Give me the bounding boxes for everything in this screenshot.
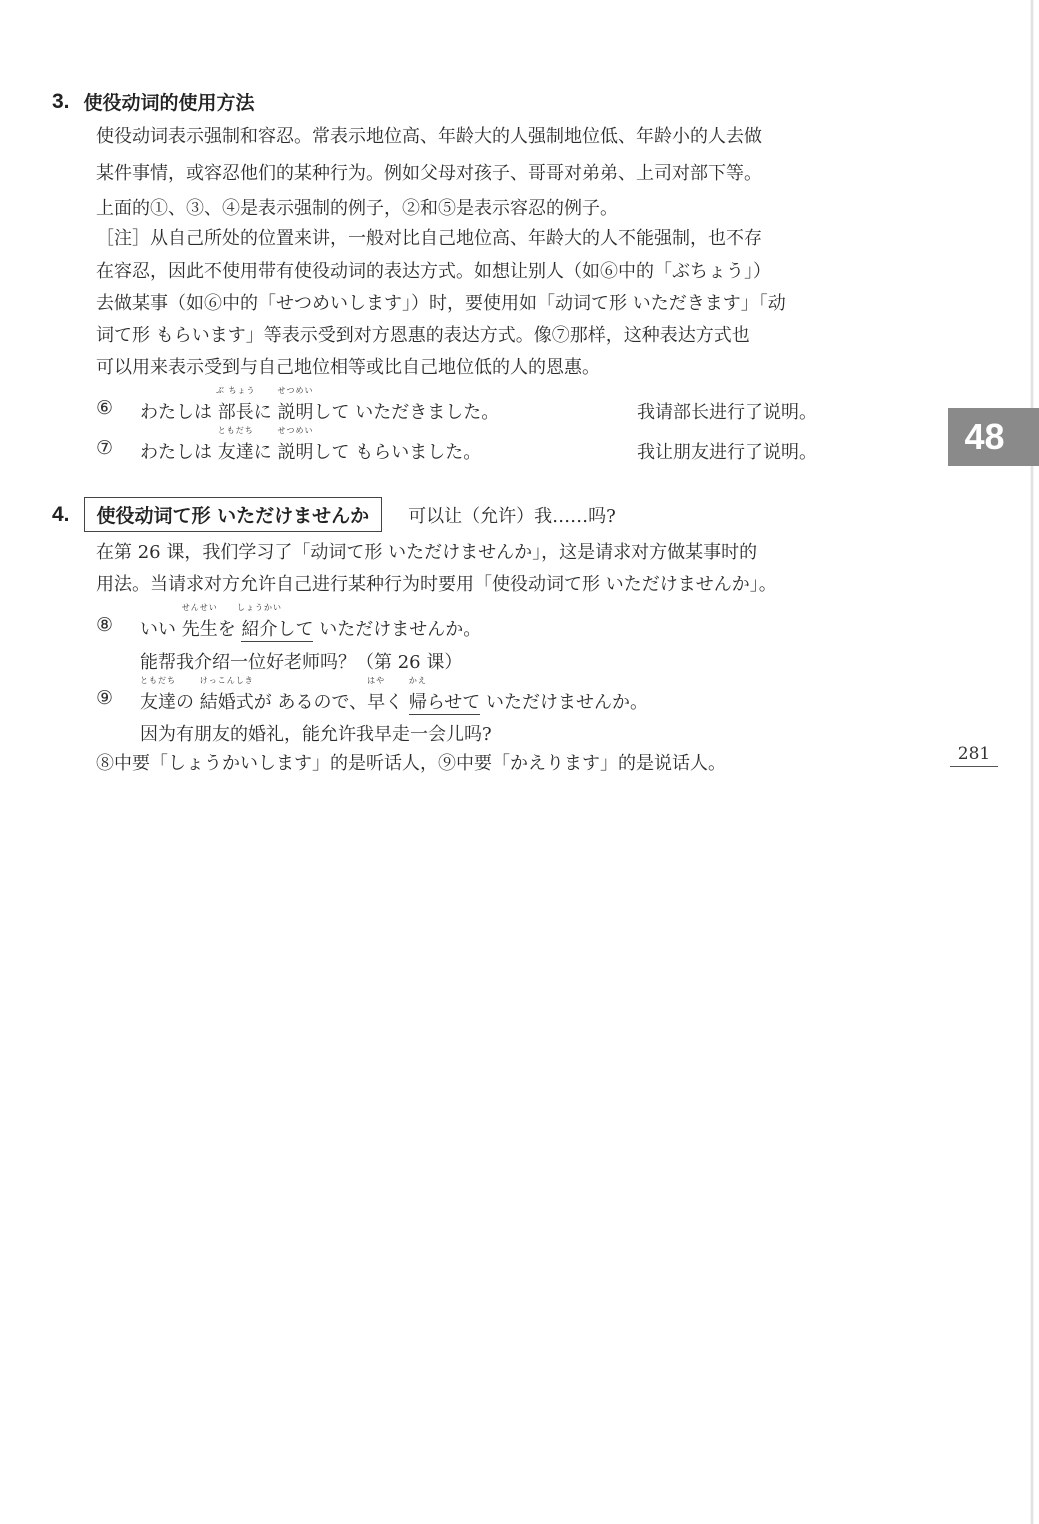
furigana: ともだち — [140, 676, 176, 685]
section-3-line: 使役动词表示强制和容忍。常表示地位高、年龄大的人强制地位低、年龄小的人去做 — [96, 126, 762, 147]
example-9-sentence: 友達 ともだち の 結婚式 けっこんしき が あるので、早 はや く 帰 かえ らせて いただけませんか。 — [140, 676, 649, 713]
ruby-word: 部長 ぶ ちょう — [215, 386, 256, 423]
furigana: けっこんしき — [199, 676, 254, 685]
example-8-translation: 能帮我介绍一位好老师吗？（第 26 课） — [140, 652, 463, 673]
section-3-line: 某件事情，或容忍他们的某种行为。例如父母对孩子、哥哥对弟弟、上司对部下等。 — [96, 163, 762, 184]
page-number: 281 — [950, 744, 998, 767]
section-3-note-line: ［注］从自己所处的位置来讲，一般对比自己地位高、年龄大的人不能强制，也不存 — [96, 228, 762, 249]
example-9-number: ⑨ — [96, 687, 114, 709]
furigana: ぶ ちょう — [215, 386, 256, 395]
example-7-translation: 我让朋友进行了说明。 — [637, 442, 817, 463]
ruby-word: 紹介 しょうかい — [236, 603, 282, 640]
furigana: ともだち — [217, 426, 254, 435]
section-3-note-line: 去做某事（如⑥中的「せつめいします」）时，要使用如「动词て形 いただきます」「动 — [96, 293, 786, 314]
furigana: しょうかい — [236, 603, 282, 612]
underlined-causative: 紹介 しょうかい して — [236, 603, 314, 640]
ruby-word: 友達 ともだち — [140, 676, 176, 713]
example-6-translation: 我请部长进行了说明。 — [637, 402, 817, 423]
section-4-title-translation: 可以让（允许）我……吗? — [408, 505, 616, 527]
ruby-word: 説明 せつめい — [277, 386, 314, 423]
section-4-number: 4. — [52, 502, 70, 526]
ruby-word: 帰 かえ — [408, 676, 427, 713]
ruby-word: 早 はや — [367, 676, 386, 713]
section-4-heading — [52, 497, 616, 532]
section-3-line: 上面的①、③、④是表示强制的例子，②和⑤是表示容忍的例子。 — [96, 198, 618, 219]
furigana: せつめい — [277, 386, 314, 395]
section-3-title: 使役动词的使用方法 — [83, 92, 255, 114]
example-7-sentence: わたしは 友達 ともだち に 説明 せつめい して もらいました。 — [140, 426, 482, 463]
example-6-number: ⑥ — [96, 397, 114, 419]
section-4-line: 用法。当请求对方允许自己进行某种行为时要用「使役动词て形 いただけませんか」。 — [96, 574, 777, 595]
underlined-causative: 帰 かえ らせて — [408, 676, 481, 713]
example-8-sentence: いい 先生 せんせい を 紹介 しょうかい して いただけませんか。 — [140, 603, 482, 640]
example-8-number: ⑧ — [96, 614, 114, 636]
furigana: せんせい — [181, 603, 218, 612]
section-3-note-line: 词て形 もらいます」等表示受到对方恩惠的表达方式。像⑦那样，这种表达方式也 — [96, 325, 750, 346]
ruby-word: 先生 せんせい — [181, 603, 218, 640]
furigana: せつめい — [277, 426, 314, 435]
page-edge — [1030, 0, 1034, 1524]
section-3-note-line: 可以用来表示受到与自己地位相等或比自己地位低的人的恩惠。 — [96, 357, 600, 378]
ruby-word: 説明 せつめい — [277, 426, 314, 463]
ruby-word: 友達 ともだち — [217, 426, 254, 463]
example-6-sentence: わたしは 部長 ぶ ちょう に 説明 せつめい して いただきました。 — [140, 386, 500, 423]
lesson-tab: 48 — [948, 408, 1039, 466]
section-4-line: 在第 26 课，我们学习了「动词て形 いただけませんか」，这是请求对方做某事时的 — [96, 542, 758, 563]
section-4-note: ⑧中要「しょうかいします」的是听话人，⑨中要「かえります」的是说话人。 — [96, 753, 726, 774]
section-3-note-line: 在容忍，因此不使用带有使役动词的表达方式。如想让别人（如⑥中的「ぶちょう」） — [96, 261, 771, 282]
section-4-boxed-title: 使役动词て形 いただけませんか — [84, 497, 383, 532]
furigana: かえ — [408, 676, 427, 685]
furigana: はや — [367, 676, 386, 685]
section-3-number: 3. — [52, 89, 70, 113]
section-3-heading — [52, 88, 255, 115]
example-7-number: ⑦ — [96, 437, 114, 459]
ruby-word: 結婚式 けっこんしき — [199, 676, 254, 713]
example-9-translation: 因为有朋友的婚礼，能允许我早走一会儿吗? — [140, 724, 492, 745]
